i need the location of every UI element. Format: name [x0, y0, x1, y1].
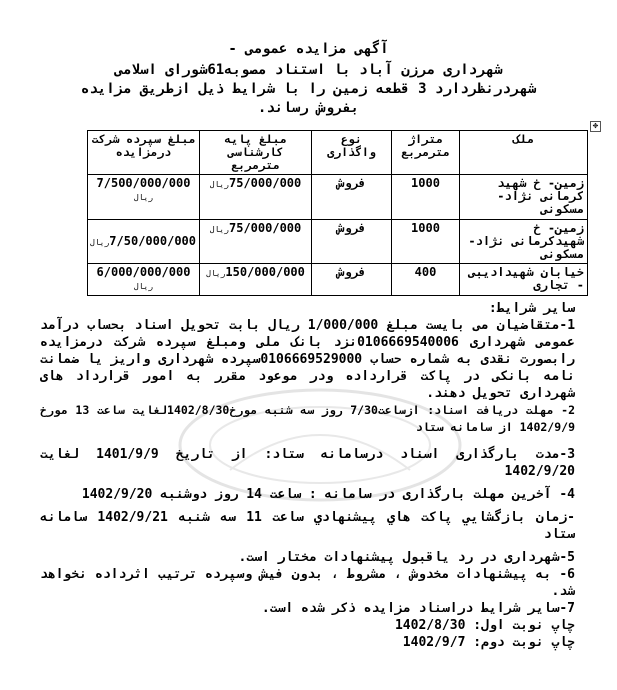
- cell-type: فروش: [312, 264, 392, 296]
- cell-type: فروش: [312, 175, 392, 220]
- condition-6: 6- به پیشنهادات مخدوش ، مشروط ، بدون فیش وسپرده ترتیب اثرداده نخواهد شد.: [40, 567, 575, 599]
- table-row: [88, 264, 588, 296]
- header-type: نوع واگذاری: [312, 131, 392, 175]
- cell-deposit: 6/000/000/000 ریال: [88, 264, 200, 296]
- cell-property: خیابان شهیدادیبی - تجاری: [460, 264, 588, 296]
- condition-1: 1-متقاضیان می بایست مبلغ 1/000/000 ریال بابت تحویل اسناد بحساب درآمد عمومی شهرداری 0106669540006نزد بانک ملی ومبلغ سپرده شرکت درمزایده رابصورت نقدی به شماره حساب 0106669529000سپرده شهرداری واریز یا ضمانت نامه بانکی در پاکت قرارداده ودر موعود مقرر به امور قرارداد های شهرداری تحویل دهند.: [40, 318, 576, 401]
- condition-4b: -زمان بازگشايي پاكت هاي پيشنهادي ساعت 11 سه شنبه 1402/9/21 سامانه ستاد: [40, 510, 575, 542]
- table-header-row: [88, 131, 588, 175]
- table-row: [88, 175, 588, 220]
- cell-area: 400: [392, 264, 460, 296]
- notice-intro-end: بفروش رساند.: [257, 100, 360, 116]
- conditions-heading: سایر شرایط:: [488, 301, 575, 316]
- condition-4: 4- آخرین مهلت بارگذاری در سامانه : ساعت 14 روز دوشنبه 1402/9/20: [81, 487, 575, 502]
- notice-intro: شهردرنظردارد 3 قطعه زمین را با شرایط ذیل ازطریق مزایده: [80, 81, 537, 97]
- header-base-price: مبلغ پایه کارشناسی مترمربع: [200, 131, 312, 175]
- cell-type: فروش: [312, 220, 392, 264]
- cell-deposit: 7/50/000/000ریال: [88, 220, 200, 264]
- notice-title: آگهی مزایده عمومی -: [228, 41, 389, 57]
- table-move-handle-icon[interactable]: ✥: [590, 121, 601, 132]
- notice-subtitle: شهرداری مرزن آباد با استناد مصوبه61شورای اسلامی: [114, 62, 503, 78]
- cell-area: 1000: [392, 220, 460, 264]
- header-deposit: مبلغ سپرده شرکت درمزایده: [88, 131, 200, 175]
- header-area: متراژ مترمربع: [392, 131, 460, 175]
- condition-2: 2- مهلت دریافت اسناد: ازساعت7/30 روز سه شنبه مورخ1402/8/30لغایت ساعت 13 مورخ 1402/9/9 از سامانه ستاد: [40, 403, 576, 434]
- cell-property: زمین- خ شهید کرمانی نژاد- مسکونی: [460, 175, 588, 220]
- header-property: ملک: [460, 131, 588, 175]
- cell-deposit: 7/500/000/000 ریال: [88, 175, 200, 220]
- cell-base-price: 75/000/000ریال: [200, 175, 312, 220]
- cell-base-price: 150/000/000ریال: [200, 264, 312, 296]
- condition-7: 7-سایر شرایط دراسناد مزایده ذکر شده است.: [261, 601, 575, 616]
- cell-base-price: 75/000/000ریال: [200, 220, 312, 264]
- cell-area: 1000: [392, 175, 460, 220]
- print-date-second: چاپ نوبت دوم: 1402/9/7: [402, 635, 575, 650]
- conditions-section: [40, 300, 575, 651]
- condition-3: 3-مدت بارگذاری اسناد درسامانه ستاد: از تاریخ 1401/9/9 لغایت 1402/9/20: [40, 447, 576, 479]
- table-row: [88, 220, 588, 264]
- cell-property: زمین- خ شهیدکرمانی نژاد- مسکونی: [460, 220, 588, 264]
- condition-5: 5-شهرداری در رد یاقبول پیشنهادات مختار است.: [238, 550, 575, 565]
- land-table: [87, 130, 588, 296]
- print-date-first: چاپ نوبت اول: 1402/8/30: [394, 618, 575, 633]
